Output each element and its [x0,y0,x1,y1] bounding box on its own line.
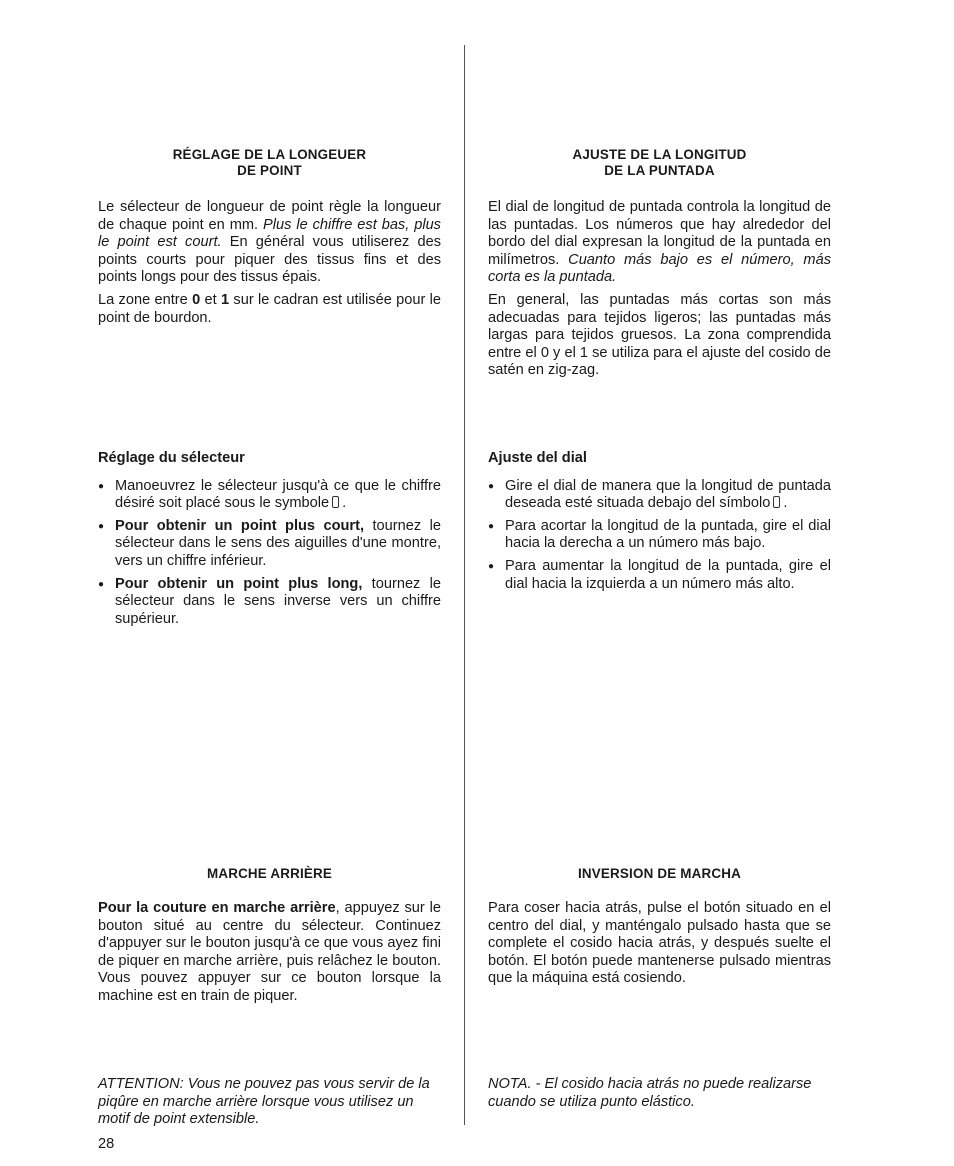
fr-attention-note: ATTENTION: Vous ne pouvez pas vous servir de la piqûre en marche arrière lorsque vous utilisez un motif de point extensible. [98,1076,430,1128]
es-section-dial [488,450,831,598]
es-paragraph-1: El dial de longitud de puntada controla la longitud de las puntadas. Los números que hay alrededor del bordo del dial expresan la longitud de la puntada en milímetros. Cuanto más bajo es el número, más corta es la puntada. [488,199,832,286]
es-bullet-1: ● Gire el dial de manera que la longitud de puntada deseada esté situada debajo del símbolo . [488,478,831,513]
page-number: 28 [98,1136,115,1152]
es-bullet-3: ● Para aumentar la longitud de la puntada, gire el dial hacia la izquierda a un número más alto. [488,558,831,593]
fr-bullet-3: ● Pour obtenir un point plus long, tournez le sélecteur dans le sens inverse vers un chiffre supérieur. [98,576,441,629]
es-heading-dial: Ajuste del dial [488,450,587,466]
fr-paragraph-reverse: Pour la couture en marche arrière, appuyez sur le bouton situé au centre du sélecteur. Continuez d'appuyer sur le bouton jusqu'à ce que vous ayez fini de piquer en marche arrière, puis relâchez le bouton. Vous pouvez appuyer sur ce bouton lorsque la machine est en train de piquer. [98,900,441,1004]
es-heading-stitch-length: AJUSTE DE LA LONGITUD DE LA PUNTADA [572,147,747,178]
es-section-reverse [488,866,831,993]
column-divider [464,45,465,1125]
fr-paragraph-2: La zone entre 0 et 1 sur le cadran est utilisée pour le point de bourdon. [98,291,442,326]
fr-bullet-2: ● Pour obtenir un point plus court, tournez le sélecteur dans le sens des aiguilles d'une montre, vers un chiffre inférieur. [98,518,441,571]
stitch-symbol-icon [773,496,780,508]
fr-bullet-1: ● Manoeuvrez le sélecteur jusqu'à ce que le chiffre désiré soit placé sous le symbole . [98,478,441,513]
fr-section-selector [98,450,441,633]
es-bullet-2: ● Para acortar la longitud de la puntada, gire el dial hacia la derecha a un número más bajo. [488,518,831,553]
fr-heading-stitch-length: RÉGLAGE DE LA LONGEUER DE POINT [172,147,367,178]
fr-section-stitch-length [98,147,441,332]
stitch-symbol-icon [332,496,339,508]
fr-heading-selector: Réglage du sélecteur [98,450,245,466]
es-nota-note: NOTA. - El cosido hacia atrás no puede realizarse cuando se utiliza punto elástico. [488,1076,812,1110]
es-paragraph-reverse: Para coser hacia atrás, pulse el botón situado en el centro del dial, y manténgalo pulsado hasta que se complete el cosido hacia atrás, y después suelte el botón. El botón puede mantenerse pulsado mientras que la máquina está cosiendo. [488,900,831,987]
fr-heading-reverse: MARCHE ARRIÈRE [206,866,333,881]
es-paragraph-2: En general, las puntadas más cortas son más adecuadas para tejidos ligeros; las puntadas más largas para tejidos gruesos. La zona comprendida entre el 0 y el 1 se utiliza para el ajuste del cosido de satén en zig-zag. [488,291,831,379]
es-section-stitch-length [488,147,831,385]
fr-section-reverse [98,866,441,1011]
es-heading-reverse: INVERSION DE MARCHA [577,866,741,881]
fr-paragraph-1: Le sélecteur de longueur de point règle la longueur de chaque point en mm. Plus le chiffre est bas, plus le point est court. En général vous utiliserez des points courts pour piquer des tissus fins et des points longs pour des tissus épais. [98,199,442,286]
